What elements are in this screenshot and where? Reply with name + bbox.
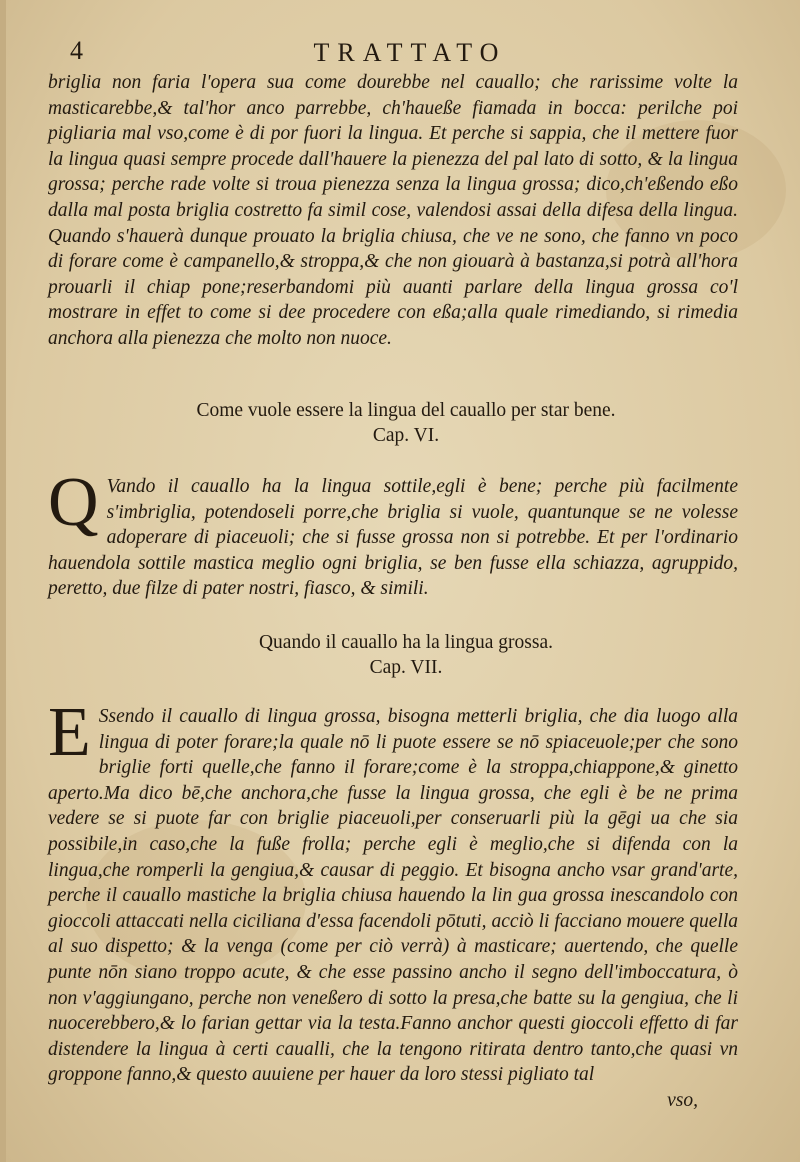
chapter-7-text: Ssendo il cauallo di lingua grossa, bisogna metterli briglia, che dia luogo alla lingua di poter forare;la quale nō li puote essere se nō spiaceuole;per che sono briglie forti quelle,che fanno il forare;come è la stroppa,chiappone,& ginetto aperto.Ma dico bē,che anchora,che fusse la lingua grossa, che egli è be ne prima vedere se si puote far con briglie piaceuoli,per conseruarli più la gēgi ua che sia possibile,in caso,che la fuße frolla; perche egli è meglio,che si difenda con la lingua,che romperli la gengiua,& causar di peggio. Et bisogna ancho vsar grand'arte, perche il cauallo mastiche la briglia chiusa hauendo la lin gua grossa inescandolo con gioccoli attaccati nella ciciliana d'essa facendoli pōtuti, acciò li facciano mouere quella al suo dispetto; & la venga (come per ciò verrà) à masticare; auertendo, che quelle punte nōn siano troppo acute, & che esse passino ancho il segno dell'imboccatura, ò non v'aggiungano, perche non veneßero di sotto la presa,che batte su la gengiua, che li nuocerebbero,& lo farian gettar via la testa.Fanno anchor questi gioccoli effetto di far distendere la lingua à certi caualli, che la tengono ritirata dentro tanto,che quasi vn groppone fanno,& questo auuiene per hauer da loro stessi pigliato tal	[48, 706, 738, 1086]
chapter-6-heading	[66, 398, 746, 448]
catchword: vso,	[667, 1089, 698, 1111]
drop-cap-q: Q	[48, 464, 99, 541]
drop-cap-e: E	[48, 694, 91, 771]
chapter-7-heading	[66, 630, 746, 680]
chapter-7-number: Cap. VII.	[369, 657, 443, 678]
chapter-6-text: Vando il cauallo ha la lingua sottile,egli è bene; perche più facilmente s'imbriglia, potendoseli porre,che briglia si vuole, quantunque se ne volesse adoperare di piaceuoli; che si fusse grossa non si potrebbe. Et per l'ordinario hauendola sottile mastica meglio ogni briglia, se ben fusse ella schiazza, agruppido, peretto, due filze di pater nostri, fiasco, & simili.	[48, 476, 738, 600]
page-header	[70, 36, 750, 70]
page-number: 4	[70, 36, 83, 65]
paragraph-continuation: briglia non faria l'opera sua come dourebbe nel cauallo; che rarissime volte la masticarebbe,& tal'hor anco parrebbe, ch'haueße fiamada in bocca: perilche poi pigliaria mal vso,come è di por fuori la lingua. Et perche si sappia, che il mettere fuor la lingua quasi sempre procede dall'hauere la pienezza del pal lato di sotto, & la lingua grossa; perche rade volte si troua pienezza senza la lingua grossa; dico,ch'eßendo eßo dalla mal posta briglia costretto fa simil cose, valendosi assai della difesa della lingua. Quando s'hauerà dunque prouato la briglia chiusa, che ve ne sono, che fanno vn poco di forare come è campanello,& stroppa,& che non giouarà à bastanza,si potrà all'hora prouarli il chiap pone;reserbandomi più auanti parlare della lingua grossa co'l mostrare in effet to come si dee procedere con eßa;alla quale rimediando, si rimedia anchora alla pienezza che molto non nuoce.	[48, 72, 738, 349]
running-title: TRATTATO	[313, 38, 507, 67]
chapter-6-number: Cap. VI.	[372, 425, 440, 446]
chapter-7-paragraph	[48, 694, 738, 1114]
chapter-6-title: Come vuole essere la lingua del cauallo per star bene.	[196, 400, 616, 421]
chapter-6-paragraph	[48, 464, 738, 602]
chapter-7-title: Quando il cauallo ha la lingua grossa.	[258, 632, 554, 653]
